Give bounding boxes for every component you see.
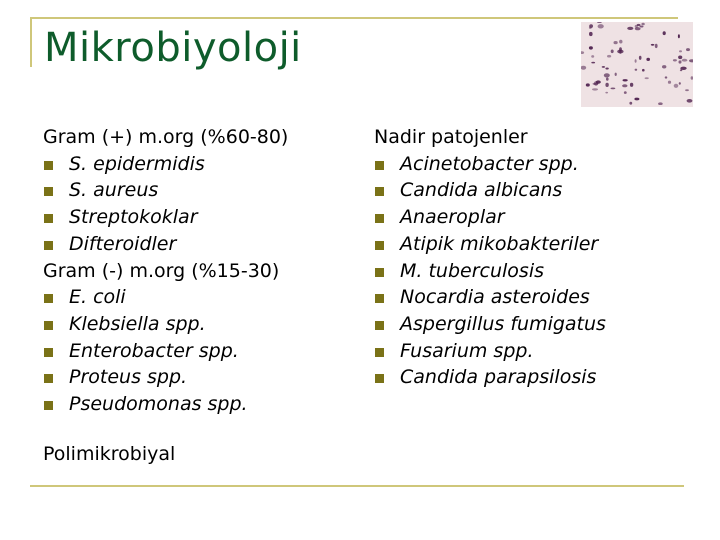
column-heading bbox=[374, 124, 704, 151]
list-item-text: Nocardia asteroides bbox=[400, 286, 590, 309]
list-item-text: Klebsiella spp. bbox=[69, 312, 206, 335]
micrograph-image bbox=[581, 22, 693, 107]
stained-cell bbox=[581, 66, 586, 70]
list-item-text: Aspergillus fumigatus bbox=[400, 312, 606, 335]
square-bullet-icon bbox=[375, 187, 384, 196]
stained-cell bbox=[691, 76, 693, 79]
stained-cell bbox=[655, 44, 658, 48]
list-item-text: Gram (-) m.org (%15-30) bbox=[43, 259, 280, 282]
stained-cell bbox=[678, 34, 680, 38]
stained-cell bbox=[614, 41, 618, 44]
list-item-text: Difteroidler bbox=[69, 232, 177, 255]
list-item bbox=[374, 284, 704, 311]
square-bullet-icon bbox=[375, 268, 384, 277]
stained-cell bbox=[639, 56, 642, 60]
stained-cell bbox=[594, 81, 599, 85]
stained-cell bbox=[586, 83, 590, 86]
stained-cell bbox=[679, 60, 682, 63]
list-item bbox=[43, 177, 363, 204]
list-item-text: S. epidermidis bbox=[69, 152, 205, 175]
frame-left-line bbox=[30, 17, 32, 67]
list-item bbox=[43, 364, 363, 391]
stained-cell bbox=[635, 69, 638, 71]
stained-cell bbox=[663, 31, 666, 35]
list-item-text: Candida albicans bbox=[400, 179, 563, 202]
stained-cell bbox=[640, 26, 644, 28]
column-heading bbox=[43, 124, 363, 151]
footer-text: Polimikrobiyal bbox=[43, 443, 176, 465]
stained-cell bbox=[637, 24, 641, 26]
stained-cell bbox=[680, 69, 682, 71]
stained-cell bbox=[641, 23, 644, 26]
square-bullet-icon bbox=[375, 241, 384, 250]
list-item bbox=[43, 338, 363, 365]
square-bullet-icon bbox=[375, 348, 384, 357]
list-item bbox=[43, 204, 363, 231]
square-bullet-icon bbox=[44, 348, 53, 357]
list-item-text: Pseudomonas spp. bbox=[69, 393, 248, 416]
stained-cell bbox=[589, 46, 593, 49]
stained-cell bbox=[642, 69, 645, 72]
square-bullet-icon bbox=[375, 214, 384, 223]
list-item bbox=[374, 177, 704, 204]
square-bullet-icon bbox=[375, 294, 384, 303]
list-item bbox=[374, 311, 704, 338]
stained-cell bbox=[674, 84, 679, 88]
stained-cell bbox=[607, 55, 611, 58]
list-item-text: Atipik mikobakteriler bbox=[400, 232, 599, 255]
stained-cell bbox=[668, 81, 671, 84]
stained-cell bbox=[646, 58, 650, 61]
list-item-text: Enterobacter spp. bbox=[69, 339, 239, 362]
stained-cell bbox=[602, 66, 605, 68]
frame-top-line bbox=[30, 17, 678, 19]
square-bullet-icon bbox=[44, 161, 53, 170]
stained-cell bbox=[685, 89, 689, 91]
stained-cell bbox=[605, 92, 608, 94]
stained-cell bbox=[617, 50, 623, 54]
stained-cell bbox=[591, 62, 595, 64]
list-item bbox=[43, 391, 363, 418]
stained-cell bbox=[598, 24, 604, 28]
list-item-text: M. tuberculosis bbox=[400, 259, 544, 282]
stained-cell bbox=[597, 22, 602, 23]
right-column bbox=[374, 124, 704, 391]
stained-cell bbox=[634, 98, 639, 101]
stained-cell bbox=[591, 55, 594, 58]
list-item bbox=[374, 231, 704, 258]
stained-cell bbox=[673, 59, 677, 61]
list-item bbox=[43, 284, 363, 311]
list-item bbox=[374, 204, 704, 231]
list-item-text: Candida parapsilosis bbox=[400, 366, 597, 389]
square-bullet-icon bbox=[375, 321, 384, 330]
square-bullet-icon bbox=[44, 214, 53, 223]
stained-cell bbox=[629, 102, 632, 105]
list-item bbox=[43, 151, 363, 178]
stained-cell bbox=[630, 83, 633, 87]
stained-cell bbox=[611, 88, 616, 90]
stained-cell bbox=[627, 27, 633, 30]
list-item-text: Gram (+) m.org (%60-80) bbox=[43, 126, 289, 148]
frame-bottom-line bbox=[30, 485, 684, 487]
stained-cell bbox=[651, 44, 655, 46]
list-item bbox=[43, 311, 363, 338]
stained-cell bbox=[658, 102, 663, 105]
stained-cell bbox=[687, 99, 693, 103]
stained-cell bbox=[622, 84, 627, 87]
list-item bbox=[374, 151, 704, 178]
stained-cell bbox=[686, 48, 690, 51]
list-item-text: Proteus spp. bbox=[69, 366, 188, 389]
stained-cell bbox=[589, 27, 592, 29]
square-bullet-icon bbox=[44, 241, 53, 250]
stained-cell bbox=[635, 59, 637, 62]
list-item-text: E. coli bbox=[69, 286, 126, 309]
slide-title: Mikrobiyoloji bbox=[44, 25, 302, 71]
stained-cell bbox=[605, 83, 608, 87]
stained-cell bbox=[682, 59, 688, 62]
square-bullet-icon bbox=[44, 294, 53, 303]
square-bullet-icon bbox=[375, 161, 384, 170]
stained-cell bbox=[645, 77, 649, 79]
stained-cell bbox=[605, 68, 608, 70]
stained-cell bbox=[678, 56, 682, 60]
list-item-text: Acinetobacter spp. bbox=[400, 152, 579, 175]
stained-cell bbox=[689, 59, 693, 62]
list-item bbox=[374, 258, 704, 285]
column-heading bbox=[43, 258, 363, 285]
stained-cell bbox=[624, 91, 627, 94]
stained-cell bbox=[679, 50, 682, 52]
stained-cell bbox=[604, 73, 610, 77]
stained-cell bbox=[611, 50, 614, 54]
list-item bbox=[43, 231, 363, 258]
list-item-text: Fusarium spp. bbox=[400, 339, 534, 362]
list-item-text: Nadir patojenler bbox=[374, 126, 528, 148]
list-item-text: Anaeroplar bbox=[400, 206, 505, 229]
stained-cell bbox=[623, 79, 628, 81]
square-bullet-icon bbox=[44, 321, 53, 330]
stained-cell bbox=[662, 65, 666, 68]
square-bullet-icon bbox=[44, 401, 53, 410]
stained-cell bbox=[589, 32, 593, 36]
stained-cell bbox=[592, 88, 598, 90]
list-item-text: Streptokoklar bbox=[69, 206, 198, 229]
square-bullet-icon bbox=[44, 187, 53, 196]
stained-cell bbox=[606, 78, 609, 81]
square-bullet-icon bbox=[44, 374, 53, 383]
left-column bbox=[43, 124, 363, 418]
stained-cell bbox=[665, 76, 668, 78]
list-item bbox=[374, 364, 704, 391]
stained-cell bbox=[679, 82, 681, 85]
square-bullet-icon bbox=[375, 374, 384, 383]
stained-cell bbox=[615, 73, 617, 76]
stained-cell bbox=[619, 40, 622, 44]
stained-cell bbox=[581, 51, 584, 54]
list-item-text: S. aureus bbox=[69, 179, 159, 202]
list-item bbox=[374, 338, 704, 365]
